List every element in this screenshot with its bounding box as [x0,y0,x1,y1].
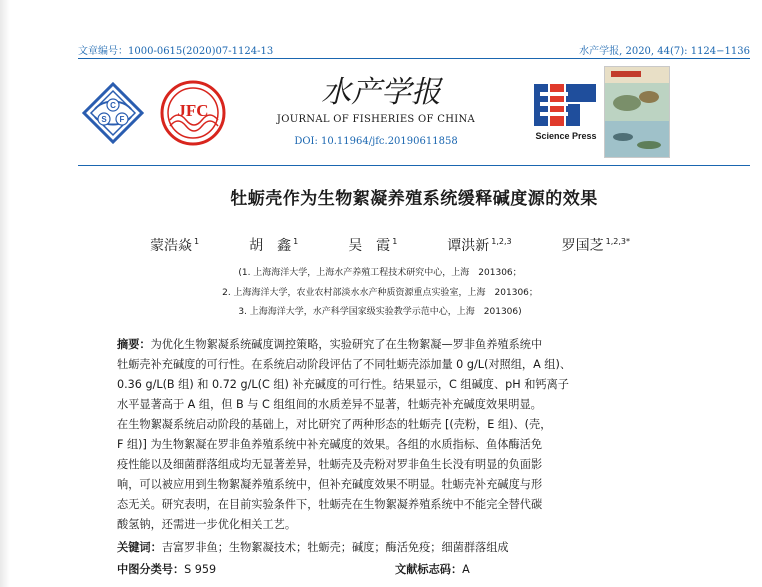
abstract-line: 疫性能以及细菌群落组成均无显著差异，牡蛎壳及壳粉对罗非鱼生长没有明显的负面影 [117,458,543,471]
keywords-label: 关键词： [117,541,162,554]
abstract-label: 摘要： [117,338,151,351]
journal-title-calligraphy [306,70,456,110]
abstract [117,335,669,535]
csf-letter-s: S [101,115,107,124]
author-name: 谭洪新 [447,238,490,254]
journal-citation: 水产学报, 2020, 44(7): 1124−1136 [579,46,750,57]
clc-number [117,561,216,577]
author-affiliation-marker: 1 [194,237,200,247]
author-name: 罗国芝 [561,238,604,254]
abstract-line: 态无关。研究表明，在目前实验条件下，牡蛎壳在生物絮凝养殖系统中不能完全替代碳 [117,498,543,511]
document-code [395,561,470,577]
jfc-journal-logo [160,80,226,146]
author[interactable] [447,235,511,255]
csf-letter-f: F [119,115,125,124]
author[interactable] [249,235,298,255]
doc-code-value: A [462,563,470,576]
affiliation-line: (1. 上海海洋大学，上海水产养殖工程技术研究中心，上海 201306； [238,268,522,278]
doi-link[interactable]: DOI: 10.11964/jfc.20190611858 [294,136,458,147]
csf-logo-graphic [82,82,144,144]
jfc-logo-graphic [160,80,226,146]
doc-code-label: 文献标志码： [395,563,463,576]
author[interactable] [348,235,397,255]
clc-value: S 959 [184,563,217,576]
author-affiliation-marker: 1,2,3* [605,237,630,247]
keywords [117,539,677,555]
masthead-divider [78,165,750,166]
abstract-line: 酸氢钠，还需进一步优化相关工艺。 [117,518,297,531]
jfc-letters: JFC [177,101,209,120]
author-affiliation-marker: 1,2,3 [491,237,512,247]
abstract-line: F 组)] 为生物絮凝在罗非鱼养殖系统中补充碱度的效果。各组的水质指标、鱼体酶活免 [117,438,543,451]
abstract-line: 0.36 g/L(B 组) 和 0.72 g/L(C 组) 补充碱度的可行性。结果显示，C 组碱度、pH 和钙离子 [117,378,569,391]
journal-cover-thumbnail [604,66,670,158]
abstract-line: 响，可以被应用到生物絮凝养殖系统中，但补充碱度效果不明显。牡蛎壳补充碱度与形 [117,478,543,491]
author[interactable] [562,235,630,255]
author-name: 吴 霞 [348,238,391,254]
article-number: 文章编号：1000-0615(2020)07-1124-13 [78,46,274,57]
author-affiliation-marker: 1 [392,237,398,247]
abstract-line [117,335,669,355]
keywords-text: 吉富罗非鱼；生物絮凝技术；牡蛎壳；碱度；酶活免疫；细菌群落组成 [161,541,509,554]
author-affiliation-marker: 1 [293,237,299,247]
journal-title-cn: 水产学报 [321,75,441,110]
publisher-label: Science Press [535,131,597,141]
page-shadow [0,0,10,587]
abstract-line: 在生物絮凝系统启动阶段的基础上，对比研究了两种形态的牡蛎壳 [(壳粉，E 组)、(壳， [117,418,552,431]
article-title: 牡蛎壳作为生物絮凝养殖系统缓释碱度源的效果 [230,189,598,209]
author-name: 胡 鑫 [249,238,292,254]
affiliation-line: 3. 上海海洋大学，水产科学国家级实验教学示范中心，上海 201306) [238,307,522,317]
abstract-line: 牡蛎壳补充碱度的可行性。在系统启动阶段评估了不同牡蛎壳添加量 0 g/L(对照组，A 组)、 [117,358,572,371]
header-divider [78,58,750,59]
clc-label: 中图分类号： [117,563,185,576]
journal-title-en: JOURNAL OF FISHERIES OF CHINA [276,114,476,125]
csf-society-logo [82,82,144,144]
csf-letter-c: C [110,101,116,110]
abstract-line: 水平显著高于 A 组，但 B 与 C 组组间的水质差异不显著，牡蛎壳补充碱度效果明显。 [117,398,542,411]
author[interactable] [150,235,199,255]
author-name: 蒙浩焱 [150,238,192,254]
affiliation-line: 2. 上海海洋大学，农业农村部淡水水产种质资源重点实验室，上海 201306； [222,288,538,298]
abstract-text: 为优化生物絮凝系统碱度调控策略，实验研究了在生物絮凝—罗非鱼养殖系统中 [150,338,543,351]
author-list [150,235,630,255]
